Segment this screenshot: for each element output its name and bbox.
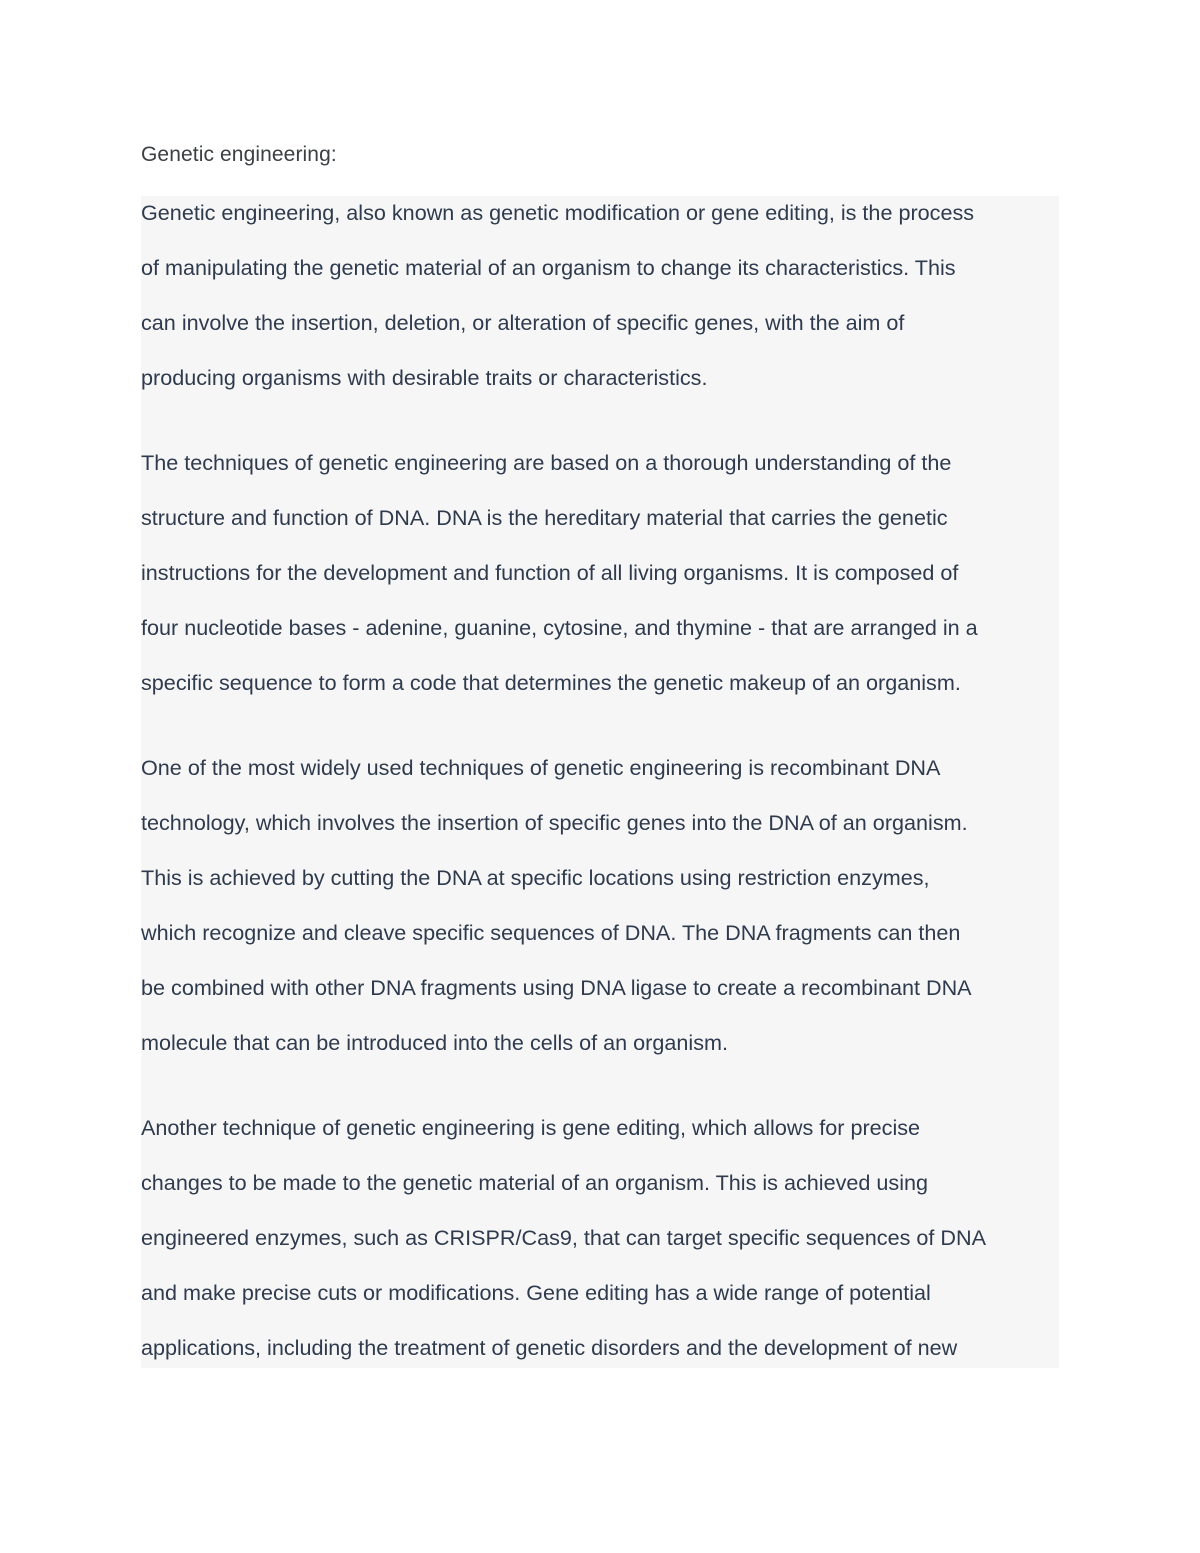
text-line: engineered enzymes, such as CRISPR/Cas9, that can target specific sequences of DNA: [141, 1225, 986, 1250]
paragraph-dna-basics: [141, 435, 978, 710]
text-line: structure and function of DNA. DNA is the hereditary material that carries the genetic: [141, 505, 948, 530]
text-line: four nucleotide bases - adenine, guanine, cytosine, and thymine - that are arranged in a: [141, 615, 978, 640]
paragraph-gene-editing: [141, 1100, 986, 1375]
paragraph-recombinant-dna: [141, 740, 972, 1070]
text-line: Genetic engineering, also known as genetic modification or gene editing, is the process: [141, 200, 975, 225]
highlighted-body-block: [141, 196, 1059, 1368]
text-line: of manipulating the genetic material of an organism to change its characteristics. This: [141, 255, 956, 280]
text-line: applications, including the treatment of genetic disorders and the development of new: [141, 1335, 958, 1360]
text-line: specific sequence to form a code that determines the genetic makeup of an organism.: [141, 670, 961, 695]
text-line: Another technique of genetic engineering is gene editing, which allows for precise: [141, 1115, 921, 1140]
text-line: This is achieved by cutting the DNA at specific locations using restriction enzymes,: [141, 865, 930, 890]
text-line: producing organisms with desirable traits or characteristics.: [141, 365, 708, 390]
paragraph-intro: [141, 185, 974, 405]
text-line: One of the most widely used techniques of genetic engineering is recombinant DNA: [141, 755, 941, 780]
text-line: molecule that can be introduced into the cells of an organism.: [141, 1030, 728, 1055]
text-line: The techniques of genetic engineering are based on a thorough understanding of the: [141, 450, 952, 475]
text-line: can involve the insertion, deletion, or alteration of specific genes, with the aim of: [141, 310, 905, 335]
text-line: changes to be made to the genetic material of an organism. This is achieved using: [141, 1170, 929, 1195]
document-title: Genetic engineering:: [141, 143, 337, 166]
text-line: which recognize and cleave specific sequences of DNA. The DNA fragments can then: [141, 920, 961, 945]
text-line: instructions for the development and function of all living organisms. It is composed of: [141, 560, 959, 585]
text-line: technology, which involves the insertion of specific genes into the DNA of an organism.: [141, 810, 968, 835]
text-line: and make precise cuts or modifications. Gene editing has a wide range of potential: [141, 1280, 931, 1305]
text-line: be combined with other DNA fragments using DNA ligase to create a recombinant DNA: [141, 975, 972, 1000]
